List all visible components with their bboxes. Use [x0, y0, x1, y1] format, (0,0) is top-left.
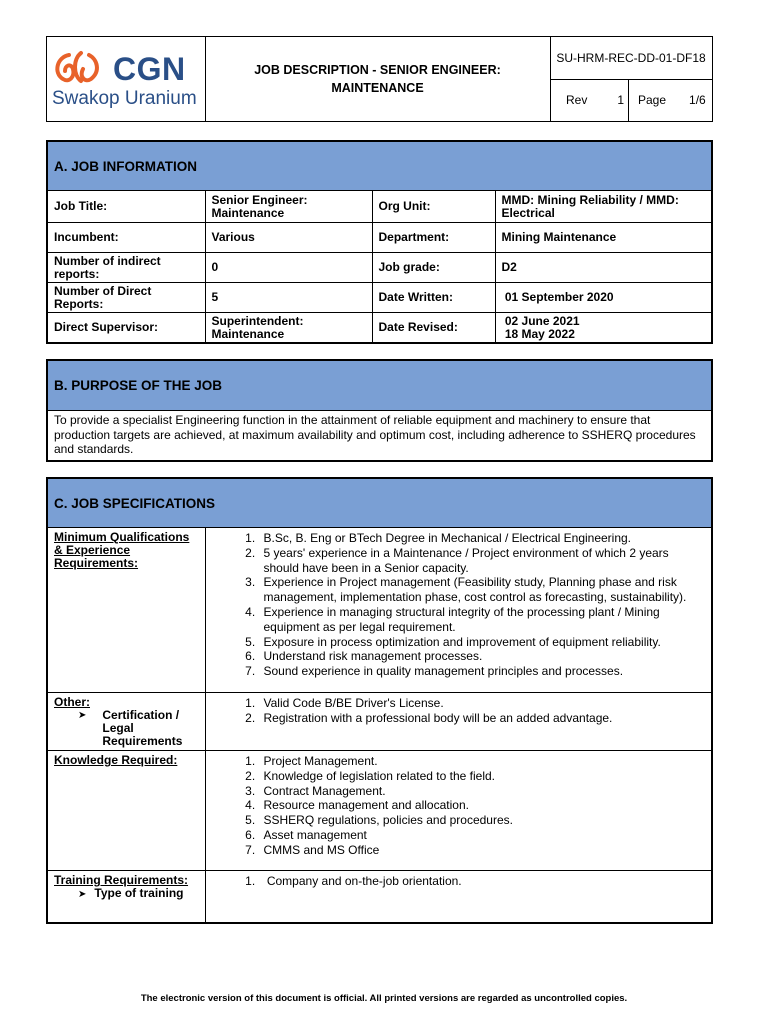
table-row	[48, 313, 711, 343]
table-row	[48, 528, 711, 693]
page-cell	[628, 79, 712, 121]
field-label: Date Revised:	[372, 313, 495, 343]
job-information-table	[48, 190, 711, 343]
field-label: Department:	[372, 223, 495, 253]
list-item: 1. Project Management.	[259, 754, 706, 769]
field-label: Number of Direct Reports:	[48, 283, 205, 313]
date-revised-1: 02 June 2021	[501, 313, 580, 328]
training-sub-label: Type of training	[94, 886, 184, 900]
field-label: Number of indirect reports:	[48, 253, 205, 283]
other-list	[212, 696, 706, 726]
job-specifications-section	[46, 477, 713, 924]
table-row	[48, 253, 711, 283]
title-line-2: MAINTENANCE	[331, 81, 424, 95]
field-label: Job grade:	[372, 253, 495, 283]
list-item: 2. Registration with a professional body will be an added advantage.	[259, 711, 706, 726]
field-value: Superintendent: Maintenance	[205, 313, 372, 343]
training-label: Training Requirements:	[54, 873, 189, 887]
revision-cell	[550, 79, 629, 121]
purpose-section	[46, 359, 713, 462]
list-item: 2. 5 years' experience in a Maintenance / Project environment of which 2 years should have been in a Senior capacity.	[259, 546, 706, 576]
company-logo	[47, 37, 206, 121]
section-heading: B. PURPOSE OF THE JOB	[48, 361, 711, 410]
field-value: Mining Maintenance	[495, 223, 711, 253]
other-sub-label: Certification / Legal Requirements	[102, 708, 183, 748]
table-row	[48, 283, 711, 313]
field-label: Job Title:	[48, 191, 205, 223]
field-value: 5	[205, 283, 372, 313]
page-label: Page	[638, 93, 667, 107]
logo-subtitle: Swakop Uranium	[52, 88, 197, 109]
field-value: Senior Engineer: Maintenance	[205, 191, 372, 223]
list-item: 5. SSHERQ regulations, policies and procedures.	[259, 813, 706, 828]
list-item: 3. Experience in Project management (Feasibility study, Planning phase and risk management, implementation phase, cost control as forecasting, sustainability).	[259, 575, 706, 605]
table-row	[48, 693, 711, 751]
page-value: 1/6	[689, 93, 706, 107]
list-item: 1. Valid Code B/BE Driver's License.	[259, 696, 706, 711]
logo-text: CGN	[113, 51, 186, 87]
job-information-section	[46, 140, 713, 344]
table-row	[48, 871, 711, 923]
purpose-text: To provide a specialist Engineering function in the attainment of reliable equipment and machinery to ensure that production targets are achieved, at maximum availability and optimum cost, including adherence to SSHERQ procedures and standards.	[48, 410, 711, 459]
field-value: 0	[205, 253, 372, 283]
document-footer: The electronic version of this document is official. All printed versions are regarded as uncontrolled copies.	[140, 993, 628, 1004]
field-label: Direct Supervisor:	[48, 313, 205, 343]
other-label: Other:	[54, 695, 90, 709]
knowledge-label: Knowledge Required:	[54, 753, 178, 767]
list-item: 6. Asset management	[259, 828, 706, 843]
table-row	[48, 751, 711, 871]
list-item: 4. Experience in managing structural integrity of the processing plant / Mining equipment as per legal requirement.	[259, 605, 706, 635]
rev-label: Rev	[566, 93, 588, 107]
document-header	[46, 36, 713, 122]
field-label: Org Unit:	[372, 191, 495, 223]
knowledge-list	[212, 754, 706, 858]
field-value: Various	[205, 223, 372, 253]
date-revised-2: 18 May 2022	[501, 326, 575, 341]
list-item: 7. CMMS and MS Office	[259, 843, 706, 858]
arrow-bullet-icon: ➤	[78, 889, 87, 900]
arrow-bullet-icon: ➤	[78, 710, 87, 721]
list-item: 6. Understand risk management processes.	[259, 649, 706, 664]
section-heading: A. JOB INFORMATION	[48, 142, 711, 190]
document-code: SU-HRM-REC-DD-01-DF18	[550, 37, 712, 80]
list-item: 1. B.Sc, B. Eng or BTech Degree in Mechanical / Electrical Engineering.	[259, 531, 706, 546]
document-title	[205, 37, 551, 121]
field-label: Date Written:	[372, 283, 495, 313]
section-heading: C. JOB SPECIFICATIONS	[48, 479, 711, 527]
field-value: MMD: Mining Reliability / MMD: Electrical	[495, 191, 711, 223]
field-value: 01 September 2020	[495, 283, 711, 313]
field-value	[495, 313, 711, 343]
job-specifications-table	[48, 527, 711, 923]
training-list	[212, 874, 706, 889]
field-value: D2	[495, 253, 711, 283]
field-label: Incumbent:	[48, 223, 205, 253]
list-item: 1. Company and on-the-job orientation.	[259, 874, 706, 889]
table-row	[48, 191, 711, 223]
list-item: 4. Resource management and allocation.	[259, 798, 706, 813]
list-item: 5. Exposure in process optimization and improvement of equipment reliability.	[259, 635, 706, 650]
min-qual-label: Minimum Qualifications & Experience Requirements:	[54, 530, 190, 570]
list-item: 2. Knowledge of legislation related to the field.	[259, 769, 706, 784]
min-qual-list	[212, 531, 706, 679]
table-row	[48, 223, 711, 253]
title-line-1: JOB DESCRIPTION - SENIOR ENGINEER:	[254, 63, 501, 77]
rev-value: 1	[617, 93, 625, 107]
list-item: 7. Sound experience in quality management principles and processes.	[259, 664, 706, 679]
list-item: 3. Contract Management.	[259, 784, 706, 799]
cgn-logo-mark-icon	[51, 47, 111, 87]
